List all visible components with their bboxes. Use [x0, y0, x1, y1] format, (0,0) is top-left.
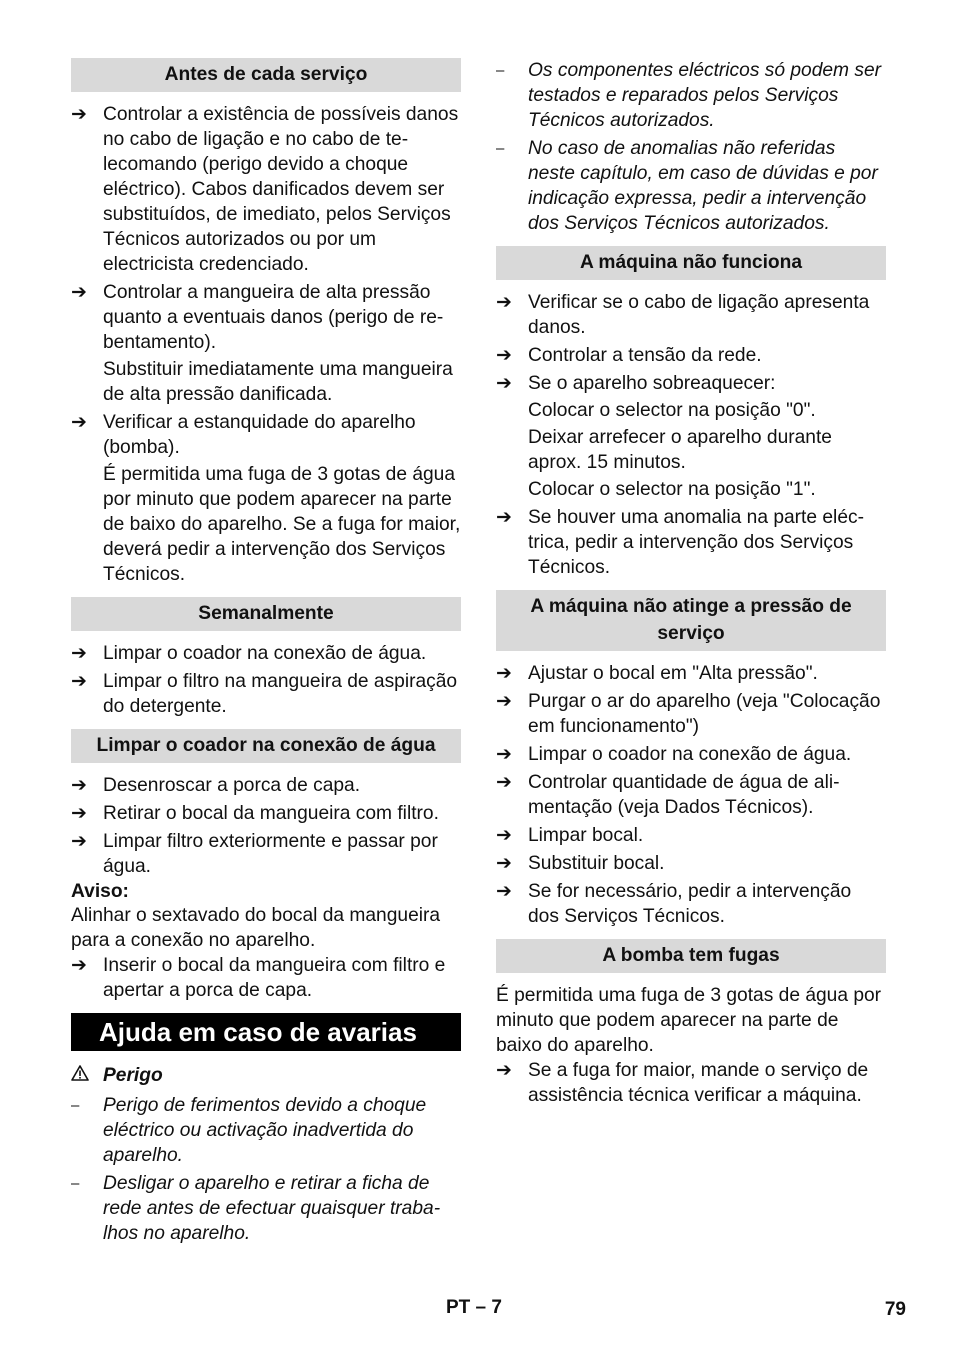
list-item: – No caso de anomalias não referidas neste capítulo, em caso de dúvidas e por indicação expressa, pedir a intervenção dos Serviços Técnicos autorizados. — [496, 138, 878, 234]
dash-bullet: – — [71, 1097, 80, 1114]
dash-bullet: – — [71, 1175, 80, 1192]
list-item: ➔ Controlar a existência de possíveis danos no cabo de ligação e no cabo de telecomando (perigo devido a choque eléctrico). Cabos danificados devem ser substituídos, de imediato, pelos Serviços Técnicos autorizados ou por um electricista credenciado. — [71, 104, 459, 275]
fugas-text: É permitida uma fuga de 3 gotas de água por minuto que podem aparecer na parte de baixo do aparelho. — [496, 985, 882, 1056]
danger-label: Perigo — [103, 1065, 163, 1086]
list-item: ➔ Controlar quantidade de água de alimentação (veja Dados Técnicos). — [496, 772, 840, 818]
arrow-right-icon: ➔ — [496, 1060, 512, 1081]
arrow-right-icon: ➔ — [496, 772, 512, 793]
list-item: ➔ Desenroscar a porca de capa. — [71, 775, 361, 796]
arrow-right-icon: ➔ — [71, 775, 87, 796]
list-item: ➔ Se o aparelho sobreaquecer: — [496, 373, 776, 394]
arrow-right-icon: ➔ — [71, 671, 87, 692]
section-header-nao-funciona: A máquina não funciona — [496, 246, 886, 280]
list-item-continuation: Colocar o selector na posição "1". — [528, 479, 816, 500]
list-item: ➔ Limpar o coador na conexão de água. — [71, 643, 427, 664]
section-header-pressao: A máquina não atinge a pressão de serviço — [496, 590, 886, 651]
list-item: ➔ Se a fuga for maior, mande o serviço de assistência técnica verificar a máquina. — [496, 1060, 869, 1106]
section-header-limpar-coador: Limpar o coador na conexão de água — [71, 729, 461, 763]
list-item: ➔ Ajustar o bocal em "Alta pressão". — [496, 663, 818, 684]
aviso-text: Alinhar o sextavado do bocal da mangueira para a conexão no aparelho. — [71, 905, 441, 951]
list-item: ➔ Verificar a estanquidade do aparelho (bomba). — [71, 412, 416, 458]
dash-bullet: – — [496, 140, 505, 157]
arrow-right-icon: ➔ — [71, 803, 87, 824]
page-label: PT – 7 — [446, 1297, 502, 1318]
arrow-right-icon: ➔ — [71, 955, 87, 976]
list-item: ➔ Limpar o filtro na mangueira de aspiração do detergente. — [71, 671, 458, 717]
arrow-right-icon: ➔ — [496, 373, 512, 394]
list-item: ➔ Se houver uma anomalia na parte eléctrica, pedir a intervenção dos Serviços Técnicos. — [496, 507, 864, 578]
arrow-right-icon: ➔ — [496, 507, 512, 528]
arrow-right-icon: ➔ — [496, 744, 512, 765]
arrow-right-icon: ➔ — [496, 691, 512, 712]
list-item: ➔ Limpar o coador na conexão de água. — [496, 744, 852, 765]
arrow-right-icon: ➔ — [71, 643, 87, 664]
list-item: ➔ Limpar filtro exteriormente e passar por água. — [71, 831, 438, 877]
list-item: ➔ Inserir o bocal da mangueira com filtro e apertar a porca de capa. — [71, 955, 446, 1001]
list-item: ➔ Purgar o ar do aparelho (veja "Colocação em funcionamento") — [496, 691, 881, 737]
danger-notice — [71, 1063, 461, 1089]
list-item: – Perigo de ferimentos devido a choque eléctrico ou activação inadvertida do aparelho. — [71, 1095, 427, 1166]
list-item: ➔ Limpar bocal. — [496, 825, 644, 846]
section-header-antes: Antes de cada serviço — [71, 58, 461, 92]
right-column — [496, 58, 886, 1108]
list-item: ➔ Se for necessário, pedir a intervenção dos Serviços Técnicos. — [496, 881, 852, 927]
arrow-right-icon: ➔ — [71, 412, 87, 433]
section-header-fugas: A bomba tem fugas — [496, 939, 886, 973]
arrow-right-icon: ➔ — [496, 292, 512, 313]
arrow-right-icon: ➔ — [496, 345, 512, 366]
arrow-right-icon: ➔ — [496, 825, 512, 846]
arrow-right-icon: ➔ — [71, 282, 87, 303]
list-item: ➔ Verificar se o cabo de ligação apresenta danos. — [496, 292, 870, 338]
list-item-continuation: É permitida uma fuga de 3 gotas de água por minuto que podem aparecer na parte de baixo do aparelho. Se a fuga for maior, deverá pedir a intervenção dos Serviços Técnicos. — [103, 464, 461, 585]
list-item: ➔ Controlar a tensão da rede. — [496, 345, 762, 366]
list-item-continuation: Deixar arrefecer o aparelho durante aprox. 15 minutos. — [528, 427, 832, 473]
section-header-semanalmente: Semanalmente — [71, 597, 461, 631]
dash-bullet: – — [496, 62, 505, 79]
chapter-heading: Ajuda em caso de avarias — [71, 1013, 461, 1051]
warning-triangle-icon — [71, 1063, 103, 1089]
aviso-label: Aviso: — [71, 881, 129, 902]
list-item: ➔ Retirar o bocal da mangueira com filtro. — [71, 803, 439, 824]
arrow-right-icon: ➔ — [496, 881, 512, 902]
list-item: – Os componentes eléctricos só podem ser testados e reparados pelos Serviços Técnicos autorizados. — [496, 60, 882, 131]
arrow-right-icon: ➔ — [496, 853, 512, 874]
list-item: ➔ Substituir bocal. — [496, 853, 665, 874]
list-item: – Desligar o aparelho e retirar a ficha de rede antes de efectuar quaisquer trabalhos no aparelho. — [71, 1173, 441, 1244]
list-item-continuation: Colocar o selector na posição "0". — [528, 400, 816, 421]
left-column — [71, 58, 461, 1246]
arrow-right-icon: ➔ — [71, 104, 87, 125]
list-item: ➔ Controlar a mangueira de alta pressão quanto a eventuais danos (perigo de rebentamento). — [71, 282, 444, 353]
arrow-right-icon: ➔ — [71, 831, 87, 852]
page-number: 79 — [884, 1299, 906, 1320]
list-item-continuation: Substituir imediatamente uma mangueira de alta pressão danificada. — [103, 359, 453, 405]
arrow-right-icon: ➔ — [496, 663, 512, 684]
